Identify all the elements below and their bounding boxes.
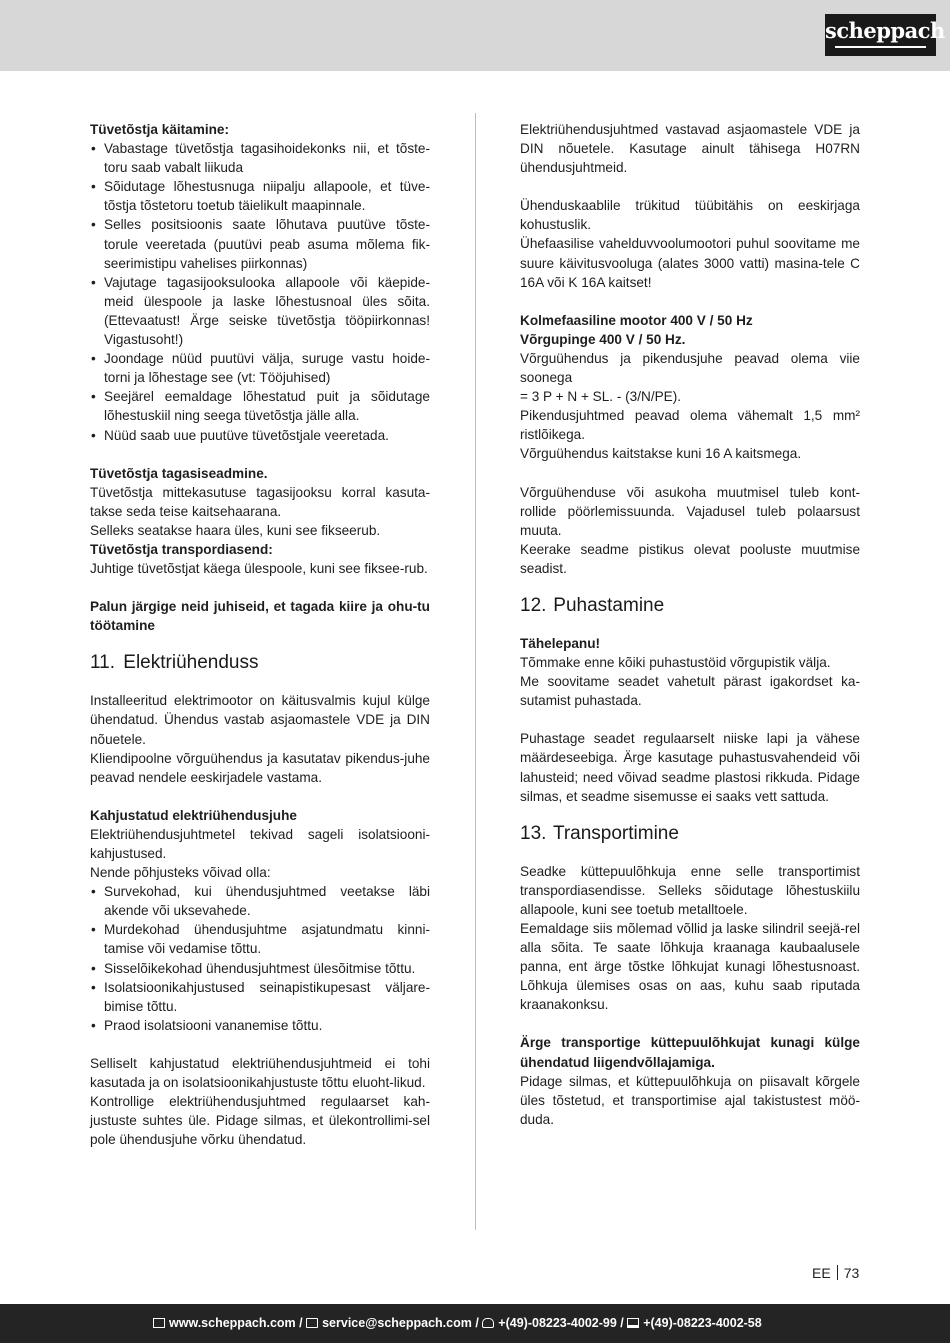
page-number [812, 1265, 859, 1281]
damage-causes-list [90, 882, 430, 1035]
paragraph: Eemaldage siis mõlemad võllid ja laske silindril seejä-rel alla sõita. Te saate lõhkuja kraanaga kaubaalusele panna, ent ärge tõstke lõhkujat kunagi lõhestusnoast. Lõhkuja ülemises osas on aas, kuhu saab riputada kraanakonksu. [520, 921, 860, 1013]
chapter-heading-12 [520, 594, 860, 618]
paragraph: Juhtige tüvetõstjat käega ülespoole, kuni see fiksee-rub. [90, 561, 428, 577]
phone-number: +(49)-08223-4002-99 / [498, 1316, 624, 1330]
email-link[interactable]: service@scheppach.com / [322, 1316, 479, 1330]
right-column [520, 120, 860, 1129]
footer-contacts [153, 1316, 762, 1330]
section-heading: Tüvetõstja tagasiseadmine. [90, 465, 268, 481]
list-item: • Murdekohad ühendusjuhtme asjatundmatu kinni-tamise või vedamise tõttu. [90, 920, 430, 958]
chapter-number: 12. [520, 594, 547, 616]
chapter-heading-11 [90, 651, 430, 675]
fax-number: +(49)-08223-4002-58 [643, 1316, 762, 1330]
list-item: • Nüüd saab uue puutüve tüvetõstjale veeretada. [90, 426, 430, 445]
page-number-separator [837, 1265, 838, 1280]
list-item: • Isolatsioonikahjustused seinapistikupesast väljare-bimise tõttu. [90, 978, 430, 1016]
paragraph: Elektriühendusjuhtmetel tekivad sageli isolatsiooni-kahjustused. [90, 826, 430, 861]
chapter-heading-13 [520, 822, 860, 846]
footer-bar [0, 1304, 950, 1343]
list-item: • Vajutage tagasijooksulooka allapoole või käepide-meid ülespoole ja laske lõhestusnoal üles sõita. (Ettevaatust! Ärge seiske tüvetõstja tööpiirkonnas! Vigastusoht!) [90, 273, 430, 349]
paragraph: = 3 P + N + SL. - (3/N/PE). [520, 389, 682, 405]
scheppach-logo [825, 14, 945, 56]
paragraph: Pidage silmas, et küttepuulõhkuja on piisavalt kõrgele üles tõstetud, et transportimise ajal takistustest möö-duda. [520, 1073, 860, 1127]
phone-icon [482, 1318, 494, 1328]
chapter-number: 11. [90, 652, 116, 674]
chapter-title: Transportimine [552, 822, 679, 844]
paragraph: Kliendipoolne võrguühendus ja kasutatav pikendus-juhe peavad nendele eeskirjadele vastama. [90, 750, 430, 785]
left-column [90, 120, 430, 1149]
paragraph: Selleks seatakse haara üles, kuni see fikseerub. [90, 522, 381, 538]
paragraph: Tõmmake enne kõiki puhastustöid võrgupistik välja. [520, 655, 831, 671]
paragraph: Seadke küttepuulõhkuja enne selle transportimist transpordiasendisse. Selleks sõidutage lõhestuskiilu allapoole, kuni see toetub metalltoele. [520, 863, 860, 917]
list-item: • Selles positsioonis saate lõhutava puutüve tõste-torule veeretada (puutüvi peab asuma mõlema fik-seerimistipu vahelises piirkonnas) [90, 215, 430, 272]
section-heading: Tüvetõstja transpordiasend: [90, 541, 273, 557]
website-link[interactable]: www.scheppach.com / [169, 1316, 303, 1330]
logo-text: scheppach [825, 18, 945, 43]
paragraph: Pikendusjuhtmed peavad olema vähemalt 1,5 mm² ristlõikega. [520, 408, 860, 443]
section-heading: Võrgupinge 400 V / 50 Hz. [520, 331, 686, 347]
paragraph: Ühenduskaablile trükitud tüübitähis on eeskirjaga kohustuslik. [520, 198, 860, 233]
paragraph: Installeeritud elektrimootor on käitusvalmis kujul külge ühendatud. Ühendus vastab asjaomastele VDE ja DIN nõuetele. [90, 693, 430, 747]
paragraph: Tüvetõstja mittekasutuse tagasijooksu korral kasuta-takse seda teise kaitsehaarana. [90, 484, 430, 519]
paragraph: Me soovitame seadet vahetult pärast igakordset ka-sutamist puhastada. [520, 674, 860, 709]
section-heading: Kahjustatud elektriühendusjuhe [90, 807, 297, 823]
chapter-title: Puhastamine [553, 594, 665, 616]
computer-icon [153, 1318, 165, 1328]
chapter-number: 13. [520, 822, 547, 844]
paragraph: Selliselt kahjustatud elektriühendusjuhtmeid ei tohi kasutada ja on isolatsioonikahjustuste tõttu eluoht-likud. [90, 1055, 430, 1091]
list-item: • Sõidutage lõhestusnuga niipalju allapoole, et tüve-tõstja tõstetoru toetub täielikult maapinnale. [90, 177, 430, 215]
list-item: • Joondage nüüd puutüvi välja, suruge vastu hoide-torni ja lõhestage see (vt: Tööjuhised) [90, 349, 430, 387]
safety-note: Palun järgige neid juhiseid, et tagada kiire ja ohu-tu töötamine [90, 599, 430, 634]
column-divider [475, 113, 476, 1230]
transport-warning: Ärge transportige küttepuulõhkujat kunagi külge ühendatud liigendvõllajamiga. [520, 1035, 860, 1070]
paragraph: Võrguühendus ja pikendusjuhe peavad olema viie soonega [520, 350, 860, 386]
paragraph: Elektriühendusjuhtmed vastavad asjaomastele VDE ja DIN nõuetele. Kasutage ainult tähisega H07RN ühendusjuhtmeid. [520, 122, 860, 176]
section-heading: Tüvetõstja käitamine: [90, 122, 229, 137]
section-heading: Kolmefaasiline mootor 400 V / 50 Hz [520, 312, 753, 328]
attention-label: Tähelepanu! [520, 635, 601, 651]
header-bar [0, 0, 950, 71]
list-item: • Survekohad, kui ühendusjuhtmed veetakse läbi akende või uksevahede. [90, 882, 430, 920]
paragraph: Kontrollige elektriühendusjuhtmed regulaarset kah-justuste suhtes üle. Pidage silmas, et ülekontrollimi-sel pole ühendusjuhe võrku ühendatud. [90, 1094, 430, 1148]
mail-icon [306, 1318, 318, 1328]
list-item: • Sisselõikekohad ühendusjuhtmest ülesõitmise tõttu. [90, 959, 430, 978]
chapter-title: Elektriühenduss [123, 652, 259, 674]
list-item: • Praod isolatsiooni vananemise tõttu. [90, 1016, 430, 1035]
paragraph: Nende põhjusteks võivad olla: [90, 865, 271, 881]
paragraph: Ühefaasilise vahelduvvoolumootori puhul soovitame me suure käivitusvooluga (alates 3000 vatti) masina-tele C 16A või K 16A kaitset! [520, 236, 860, 290]
operation-steps-list [90, 139, 430, 445]
paragraph: Võrguühendus kaitstakse kuni 16 A kaitsmega. [520, 446, 802, 462]
paragraph: Keerake seadme pistikus olevat pooluste muutmise seadist. [520, 541, 860, 576]
page-number-value: 73 [843, 1265, 860, 1281]
list-item: • Vabastage tüvetõstja tagasihoidekonks nii, et tõste-toru saab vabalt liikuda [90, 139, 430, 177]
list-item: • Seejärel eemaldage lõhestatud puit ja sõidutage lõhestuskiil ning seega tüvetõstja jälle alla. [90, 387, 430, 425]
paragraph: Võrguühenduse või asukoha muutmisel tuleb kont-rollide pöörlemissuunda. Vajadusel tuleb polaarsust muuta. [520, 484, 860, 538]
fax-icon [627, 1318, 639, 1328]
language-code: EE [812, 1265, 831, 1281]
logo-underline [835, 46, 926, 48]
paragraph: Puhastage seadet regulaarselt niiske lapi ja vähese määrdeseebiga. Ärge kasutage puhastusvahendeid või lahusteid; need võivad seadme plastosi rikkuda. Pidage silmas, et seadme sisemusse ei saaks vett sattuda. [520, 731, 860, 804]
